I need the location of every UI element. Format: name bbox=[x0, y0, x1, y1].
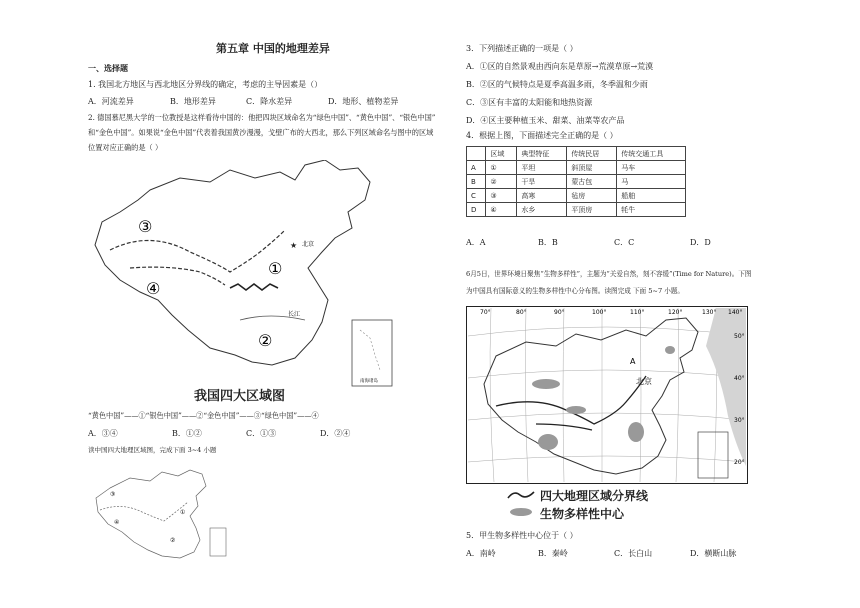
q2-option-b: B．①② bbox=[172, 429, 202, 438]
map-frame bbox=[467, 307, 748, 484]
south-sea-dashes bbox=[360, 330, 380, 370]
beijing-label: 北京 bbox=[302, 241, 315, 248]
table-cell: 斜顶屋 bbox=[567, 161, 617, 175]
region-label-3: ③ bbox=[138, 217, 153, 236]
table-cell: 马车 bbox=[617, 161, 686, 175]
south-sea-inset bbox=[352, 320, 392, 386]
table-cell: 蒙古包 bbox=[567, 175, 617, 189]
q1-option-a: A．河流差异 bbox=[88, 97, 134, 106]
table-header-cell bbox=[467, 147, 486, 161]
table-header-row bbox=[467, 147, 686, 161]
q1-stem: 1. 我国北方地区与西北地区分界线的确定，考虑的主导因素是（） bbox=[88, 80, 323, 89]
q2-stem-line-2: 和“金色中国”。如果说“金色中国”代表着我国黄沙漫漫，戈壁广布的大西北，那么下列区域命名与图中的区域 bbox=[88, 128, 434, 137]
passage-line-2: 为中国具有国际意义的生物多样性中心分布图。读图完成 下面 5~7 小题。 bbox=[466, 287, 685, 295]
q5-option-d: D．横断山脉 bbox=[690, 549, 737, 558]
table-cell: B bbox=[467, 175, 486, 189]
table-cell: 牦牛 bbox=[617, 203, 686, 217]
table-cell: 毡房 bbox=[567, 189, 617, 203]
table-cell: 水乡 bbox=[517, 203, 567, 217]
region-label-1: ① bbox=[268, 259, 283, 278]
small-map-label-2: ② bbox=[170, 537, 176, 544]
table-header-cell: 区域 bbox=[486, 147, 517, 161]
q3-option-c: C．③区有丰富的太阳能和地热资源 bbox=[466, 98, 593, 107]
q5-option-a: A．南岭 bbox=[466, 549, 496, 558]
table-cell: ③ bbox=[486, 189, 517, 203]
q5-stem: 5．甲生物多样性中心位于（ ） bbox=[466, 531, 578, 540]
lat-label: 50° bbox=[734, 333, 745, 340]
region-label-2: ② bbox=[258, 331, 273, 350]
biodiversity-center bbox=[532, 379, 560, 389]
lon-label: 90° bbox=[554, 309, 565, 316]
table-cell: C bbox=[467, 189, 486, 203]
table-cell: ① bbox=[486, 161, 517, 175]
region-label-4: ④ bbox=[146, 279, 161, 298]
table-cell: 高寒 bbox=[517, 189, 567, 203]
legend-line-label: 四大地理区域分界线 bbox=[540, 489, 649, 503]
q1-option-b: B．地形差异 bbox=[170, 97, 216, 106]
table-row bbox=[467, 175, 686, 189]
q4-stem: 4．根据上图，下面描述完全正确的是（ ） bbox=[466, 131, 618, 140]
legend-blob-icon bbox=[508, 506, 534, 518]
table-cell: ④ bbox=[486, 203, 517, 217]
table-header-cell: 典型特征 bbox=[517, 147, 567, 161]
biodiversity-center bbox=[665, 346, 675, 354]
lon-label: 130° bbox=[702, 309, 717, 316]
section-heading: 一、选择题 bbox=[88, 64, 128, 73]
table-cell: D bbox=[467, 203, 486, 217]
table-cell: 干旱 bbox=[517, 175, 567, 189]
small-map-label-4: ④ bbox=[114, 519, 120, 526]
legend-blob-label: 生物多样性中心 bbox=[540, 507, 625, 521]
biodiversity-center bbox=[566, 406, 586, 414]
yangtze-label: 长江 bbox=[288, 311, 301, 318]
south-sea-label: 南海诸岛 bbox=[360, 379, 378, 384]
china-four-regions-map bbox=[90, 160, 410, 400]
q4-option-b: B．B bbox=[538, 238, 558, 247]
q1-option-c: C．降水差异 bbox=[246, 97, 293, 106]
q2-answer-line: “黄色中国”——①“银色中国”——②“金色中国”——③“绿色中国”——④ bbox=[88, 411, 319, 420]
q2-stem-line-3: 位置对应正确的是（ ） bbox=[88, 143, 163, 152]
map-caption: 我国四大区域图 bbox=[194, 389, 286, 404]
q5-option-b: B．秦岭 bbox=[538, 549, 568, 558]
legend-line-icon bbox=[506, 488, 536, 502]
lon-label: 70° bbox=[480, 309, 491, 316]
q2-option-c: C．①③ bbox=[246, 429, 277, 438]
table-cell: 平顶房 bbox=[567, 203, 617, 217]
beijing-star-icon: ★ bbox=[290, 241, 298, 250]
small-map-label-1: ① bbox=[180, 509, 186, 516]
china-outline bbox=[95, 160, 370, 365]
point-a-label: A bbox=[630, 357, 636, 366]
lon-label: 140° bbox=[728, 309, 743, 316]
lon-label: 100° bbox=[592, 309, 607, 316]
biodiversity-map bbox=[466, 306, 748, 484]
table-cell: A bbox=[467, 161, 486, 175]
small-regions-map bbox=[90, 466, 240, 566]
biodiversity-center bbox=[538, 434, 558, 450]
page-title: 第五章 中国的地理差异 bbox=[216, 42, 330, 55]
q3-stem: 3．下列描述正确的一项是（ ） bbox=[466, 44, 578, 53]
lat-label: 40° bbox=[734, 375, 745, 382]
table-row bbox=[467, 189, 686, 203]
table-cell: 船舶 bbox=[617, 189, 686, 203]
q4-option-d: D．D bbox=[690, 238, 711, 247]
table-cell: 平坦 bbox=[517, 161, 567, 175]
boundary-line-north bbox=[110, 230, 285, 272]
table-header-cell: 传统民居 bbox=[567, 147, 617, 161]
small-map-inset bbox=[210, 528, 226, 556]
lat-label: 30° bbox=[734, 417, 745, 424]
q4-option-c: C．C bbox=[614, 238, 635, 247]
q3-option-d: D．④区主要种植玉米、甜菜、油菜等农产品 bbox=[466, 116, 625, 125]
qinling-line bbox=[230, 284, 278, 290]
table-cell: 马 bbox=[617, 175, 686, 189]
table-row bbox=[467, 203, 686, 217]
lon-label: 120° bbox=[668, 309, 683, 316]
q1-option-d: D．地形、植物差异 bbox=[328, 97, 399, 106]
passage-line-1: 6月5日，世界环境日聚焦“生物多样性”，主题为“关爱自然，刻不容缓”(Time for Nature)。下图 bbox=[466, 270, 752, 278]
q4-table bbox=[466, 146, 686, 217]
q5-option-c: C．长白山 bbox=[614, 549, 653, 558]
lon-label: 80° bbox=[516, 309, 527, 316]
table-cell: ② bbox=[486, 175, 517, 189]
lon-label: 110° bbox=[630, 309, 645, 316]
read-map-note: 读中国四大地理区域图，完成下面 3~4 小题 bbox=[88, 446, 217, 454]
table-header-cell: 传统交通工具 bbox=[617, 147, 686, 161]
table-row bbox=[467, 161, 686, 175]
biodiversity-center bbox=[628, 422, 644, 442]
beijing-label: 北京 bbox=[636, 377, 652, 386]
q4-option-a: A．A bbox=[466, 238, 486, 247]
q3-option-a: A．①区的自然景观由西向东是草原→荒漠草原→荒漠 bbox=[466, 62, 654, 71]
q2-option-a: A．③④ bbox=[88, 429, 118, 438]
small-map-label-3: ③ bbox=[110, 491, 116, 498]
q2-stem-line-1: 2. 德国慕尼黑大学的一位教授是这样看待中国的：他把四块区域命名为“绿色中国”、“黄色中国”、“银色中国” bbox=[88, 113, 436, 122]
q2-option-d: D．②④ bbox=[320, 429, 351, 438]
boundary-line-tibet bbox=[130, 267, 225, 285]
q3-option-b: B．②区的气候特点是夏季高温多雨，冬季温和少雨 bbox=[466, 80, 648, 89]
lat-label: 20° bbox=[734, 459, 745, 466]
